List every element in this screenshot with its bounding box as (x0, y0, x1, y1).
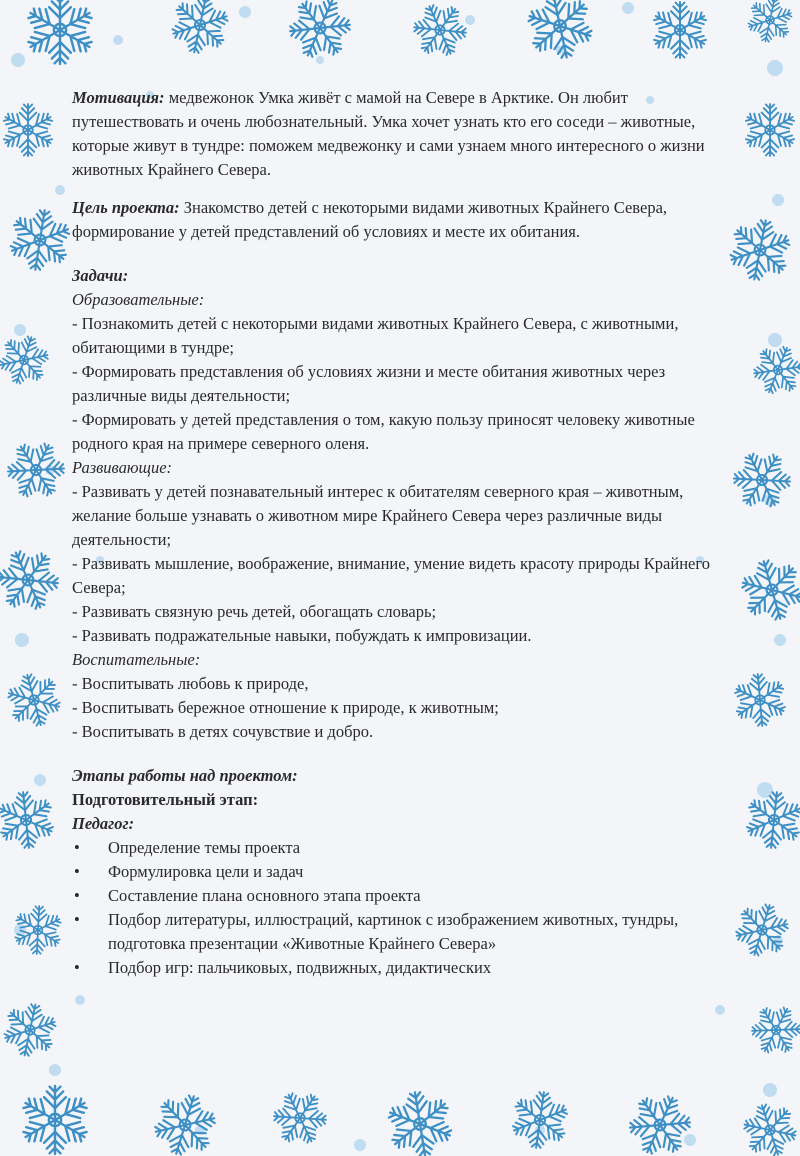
bullet-icon: • (74, 910, 80, 929)
snow-dot (465, 15, 475, 25)
snowflake-icon (641, 0, 718, 69)
snowflake-icon (263, 1082, 336, 1155)
snow-dot (14, 324, 26, 336)
bullet-icon: • (74, 862, 80, 881)
motivation-paragraph (72, 86, 732, 182)
snowflake-icon (503, 1083, 576, 1156)
educational-label: Образовательные: (72, 290, 205, 309)
stages-section (72, 764, 732, 980)
educational-item: - Формировать представления об условиях жизни и месте обитания животных через различные виды деятельности; (72, 362, 666, 405)
developmental-item: - Развивать связную речь детей, обогащать словарь; (72, 602, 437, 621)
snowflake-icon (739, 1099, 800, 1156)
document-body (72, 86, 732, 980)
snowflake-icon (147, 1087, 223, 1156)
snowflake-icon (1, 104, 54, 156)
list-item-text: Составление плана основного этапа проекта (108, 886, 421, 905)
snowflake-icon (0, 330, 55, 391)
snow-dot (684, 1134, 696, 1146)
snowflake-icon (723, 663, 796, 737)
snow-dot (354, 1139, 366, 1151)
snowflake-icon (723, 441, 800, 519)
snowflake-icon (0, 663, 71, 737)
bullet-icon: • (74, 838, 80, 857)
snow-dot (767, 60, 783, 76)
list-item (72, 956, 732, 980)
snowflake-icon (742, 0, 798, 48)
snowflake-icon (743, 104, 796, 156)
snowflake-icon (751, 1005, 800, 1056)
developmental-item: - Развивать подражательные навыки, побуждать к импровизации. (72, 626, 532, 645)
list-item (72, 836, 732, 860)
snow-dot (772, 194, 784, 206)
list-item-text: Формулировка цели и задач (108, 862, 304, 881)
snowflake-icon (20, 1086, 90, 1154)
snow-dot (113, 35, 123, 45)
developmental-label: Развивающие: (72, 458, 173, 477)
list-item (72, 908, 732, 956)
snowflake-icon (724, 215, 796, 286)
snowflake-icon (0, 538, 71, 623)
upbringing-label: Воспитательные: (72, 650, 201, 669)
motivation-label: Мотивация: (72, 88, 165, 107)
snow-dot (11, 53, 25, 67)
snowflake-icon (627, 1092, 692, 1156)
upbringing-item: - Воспитывать бережное отношение к природе, к животным; (72, 698, 499, 717)
developmental-item: - Развивать мышление, воображение, внимание, умение видеть красоту природы Крайнего Севера; (72, 554, 710, 597)
snowflake-icon (25, 0, 95, 64)
snow-dot (239, 6, 251, 18)
educational-item: - Познакомить детей с некоторыми видами животных Крайнего Севера, с животными, обитающими в тундре; (72, 314, 679, 357)
upbringing-item: - Воспитывать в детях сочувствие и добро. (72, 722, 374, 741)
list-item (72, 884, 732, 908)
preparatory-stage-heading: Подготовительный этап: (72, 790, 259, 809)
snowflake-icon (0, 432, 74, 508)
list-item (72, 860, 732, 884)
snowflake-icon (374, 1078, 465, 1156)
snowflake-icon (5, 206, 75, 275)
snow-dot (316, 56, 324, 64)
snowflake-icon (729, 547, 800, 633)
snow-dot (622, 2, 634, 14)
snow-dot (55, 185, 65, 195)
teacher-label: Педагог: (72, 814, 135, 833)
snow-dot (34, 774, 46, 786)
snowflake-icon (746, 339, 800, 402)
snowflake-icon (166, 0, 234, 58)
list-item-text: Подбор игр: пальчиковых, подвижных, дидактических (108, 958, 492, 977)
teacher-task-list (72, 836, 732, 980)
snowflake-icon (0, 997, 63, 1064)
list-item-text: Подбор литературы, иллюстраций, картинок с изображением животных, тундры, подготовка презентации «Животные Крайнего Севера» (108, 910, 679, 953)
snow-dot (774, 634, 786, 646)
bullet-icon: • (74, 958, 80, 977)
snowflake-icon (731, 898, 794, 962)
developmental-item: - Развивать у детей познавательный интерес к обитателям северного края – животным, желание больше узнавать о животном мире Крайнего Севера через различные виды деятельности; (72, 482, 684, 549)
bullet-icon: • (74, 886, 80, 905)
goal-label: Цель проекта: (72, 198, 180, 217)
snow-dot (15, 633, 29, 647)
snowflake-icon (403, 0, 477, 67)
goal-paragraph (72, 196, 732, 244)
tasks-heading: Задачи: (72, 266, 129, 285)
snow-dot (715, 1005, 725, 1015)
snow-dot (763, 1083, 777, 1097)
stages-heading: Этапы работы над проектом: (72, 766, 298, 785)
educational-item: - Формировать у детей представления о том, какую пользу приносят человеку животные родного края на примере северного оленя. (72, 410, 695, 453)
snow-dot (768, 333, 782, 347)
upbringing-item: - Воспитывать любовь к природе, (72, 674, 309, 693)
snow-dot (49, 1064, 61, 1076)
goal-text: Знакомство детей с некоторыми видами животных Крайнего Севера, формирование у детей представлений об условиях и месте их обитания. (72, 198, 668, 241)
motivation-text: медвежонок Умка живёт с мамой на Севере в Арктике. Он любит путешествовать и очень любознательный. Умка хочет узнать кто его соседи – животные, которые живут в тундре: поможем медвежонку и сами узнаем много интересного о жизни животных Крайнего Севера. (72, 88, 705, 179)
tasks-section (72, 264, 732, 744)
list-item-text: Определение темы проекта (108, 838, 301, 857)
snow-dot (75, 995, 85, 1005)
snowflake-icon (514, 0, 606, 72)
snowflake-icon (0, 780, 66, 859)
